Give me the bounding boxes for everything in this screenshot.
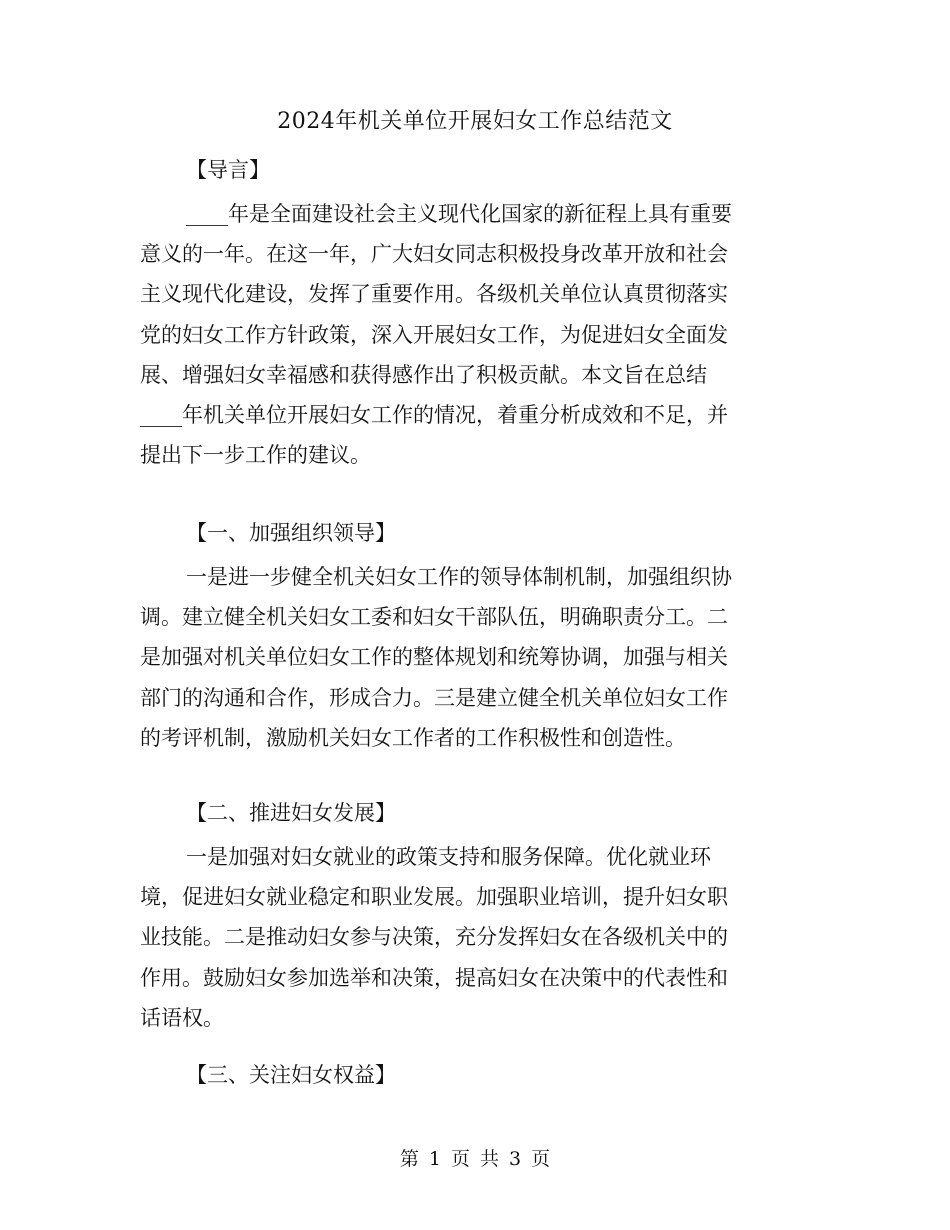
paragraph-line: 展、增强妇女幸福感和获得感作出了积极贡献。本文旨在总结 bbox=[140, 362, 707, 387]
paragraph-line: 意义的一年。在这一年，广大妇女同志积极投身改革开放和社会 bbox=[140, 242, 728, 267]
section1-heading: 【一、加强组织领导】 bbox=[186, 521, 396, 545]
paragraph-line: 一是进一步健全机关妇女工作的领导体制机制，加强组织协 bbox=[186, 565, 732, 589]
intro-heading: 【导言】 bbox=[186, 158, 270, 182]
section2-heading: 【二、推进妇女发展】 bbox=[186, 801, 396, 825]
section3-heading: 【三、关注妇女权益】 bbox=[186, 1063, 396, 1087]
document-title: 2024年机关单位开展妇女工作总结范文 bbox=[277, 109, 673, 134]
paragraph-line: 提出下一步工作的建议。 bbox=[140, 443, 371, 468]
paragraph-line: 调。建立健全机关妇女工委和妇女干部队伍，明确职责分工。二 bbox=[140, 605, 728, 630]
paragraph-line: 是加强对机关单位妇女工作的整体规划和统筹协调，加强与相关 bbox=[140, 645, 728, 670]
paragraph-line: 作用。鼓励妇女参加选举和决策，提高妇女在决策中的代表性和 bbox=[140, 965, 728, 990]
paragraph-line: 话语权。 bbox=[140, 1005, 224, 1030]
paragraph-line: 部门的沟通和合作，形成合力。三是建立健全机关单位妇女工作 bbox=[140, 685, 728, 710]
paragraph-line: 境，促进妇女就业稳定和职业发展。加强职业培训，提升妇女职 bbox=[140, 885, 728, 910]
paragraph-line: 业技能。二是推动妇女参与决策，充分发挥妇女在各级机关中的 bbox=[140, 925, 728, 950]
paragraph-line: 主义现代化建设，发挥了重要作用。各级机关单位认真贯彻落实 bbox=[140, 282, 728, 307]
paragraph-line: 党的妇女工作方针政策，深入开展妇女工作，为促进妇女全面发 bbox=[140, 322, 728, 347]
paragraph-line: ____年机关单位开展妇女工作的情况，着重分析成效和不足，并 bbox=[140, 402, 728, 427]
paragraph-line: ____年是全面建设社会主义现代化国家的新征程上具有重要 bbox=[186, 202, 732, 226]
paragraph-line: 的考评机制，激励机关妇女工作者的工作积极性和创造性。 bbox=[140, 725, 686, 750]
page-number-footer: 第 1 页 共 3 页 bbox=[399, 1148, 551, 1170]
section1-paragraph bbox=[140, 557, 800, 758]
intro-paragraph bbox=[140, 194, 800, 475]
section2-paragraph bbox=[140, 837, 800, 1038]
paragraph-line: 一是加强对妇女就业的政策支持和服务保障。优化就业环 bbox=[186, 845, 711, 869]
